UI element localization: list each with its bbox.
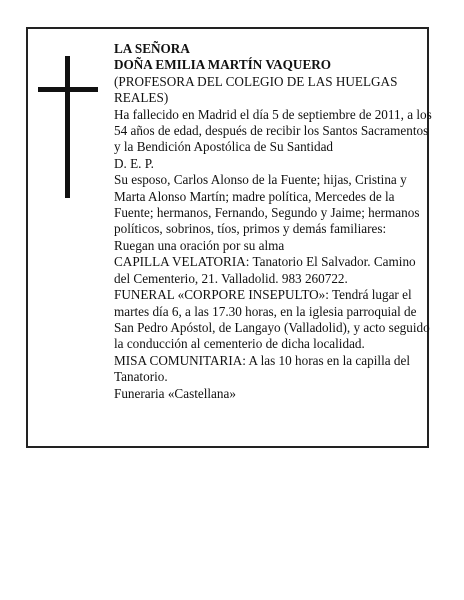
mass-info: MISA COMUNITARIA: A las 10 horas en la capilla del Tanatorio. xyxy=(114,352,410,385)
deceased-name: DOÑA EMILIA MARTÍN VAQUERO xyxy=(114,57,332,73)
cross-vertical-bar xyxy=(65,56,70,198)
family-list: Su esposo, Carlos Alonso de la Fuente; hijas, Cristina y Marta Alonso Martín; madre política, Mercedes de la Fuente; hermanos, Fernando, Segundo y Jaime; hermanos políticos, sobrinos, tíos, primos y demás familiares: xyxy=(114,172,420,237)
rip-line: D. E. P. xyxy=(114,155,154,171)
cross-horizontal-bar xyxy=(38,87,98,92)
chapel-info: CAPILLA VELATORIA: Tanatorio El Salvador. Camino del Cementerio, 21. Valladolid. 983 260722. xyxy=(114,254,416,286)
honorific-line: LA SEÑORA xyxy=(114,41,190,56)
funeral-info: FUNERAL «CORPORE INSEPULTO»: Tendrá lugar el martes día 6, a las 17.30 horas, en la iglesia parroquial de San Pedro Apóstol, de Langayo (Valladolid), y acto seguido la conducción al cementerio de dicha localidad. xyxy=(114,287,430,352)
deceased-title: (PROFESORA DEL COLEGIO DE LAS HUELGAS REALES) xyxy=(114,73,398,106)
obituary-notice xyxy=(26,27,432,448)
obituary-text xyxy=(114,41,432,402)
funeral-home: Funeraria «Castellana» xyxy=(114,385,236,401)
prayer-request: Ruegan una oración por su alma xyxy=(114,237,285,253)
death-announcement: Ha fallecido en Madrid el día 5 de septiembre de 2011, a los 54 años de edad, después de recibir los Santos Sacramentos y la Bendición Apostólica de Su Santidad xyxy=(114,106,432,155)
cross-icon xyxy=(38,56,98,198)
